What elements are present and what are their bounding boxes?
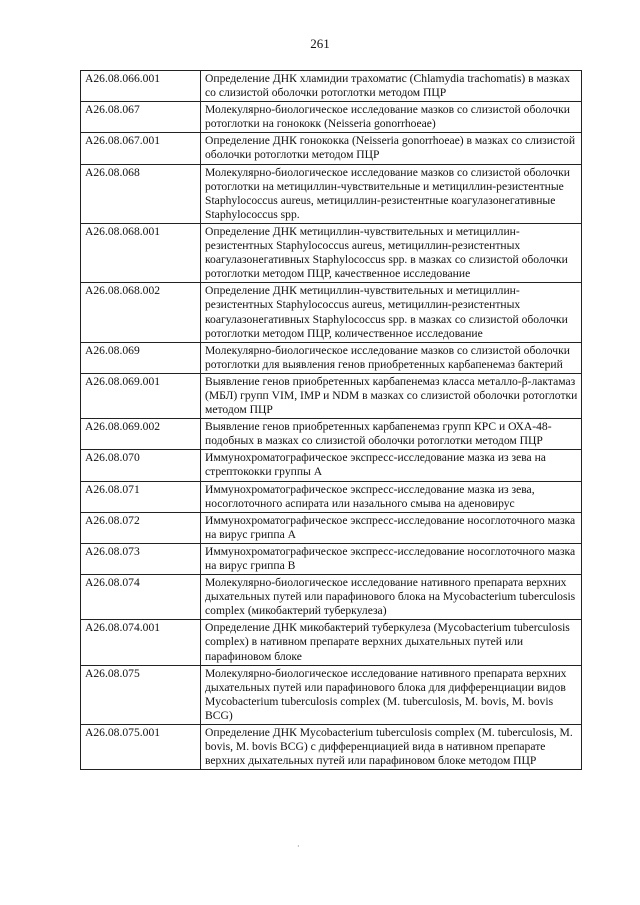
service-description: Молекулярно-биологическое исследование мазков со слизистой оболочки ротоглотки для выявления генов приобретенных карбапенемаз бактерий (201, 342, 582, 373)
service-code: A26.08.068.001 (81, 223, 201, 282)
table-row (81, 342, 582, 373)
service-description: Определение ДНК Mycobacterium tuberculosis complex (M. tuberculosis, M. bovis, M. bovis BCG) с дифференциацией вида в нативном препарате верхних дыхательных путей или парафиновом блоке методом ПЦР (201, 725, 582, 770)
table-row (81, 373, 582, 418)
service-code: A26.08.074 (81, 575, 201, 620)
service-description: Иммунохроматографическое экспресс-исследование носоглоточного мазка на вирус гриппа В (201, 543, 582, 574)
service-description: Определение ДНК гонококка (Neisseria gonorrhoeae) в мазках со слизистой оболочки ротоглотки методом ПЦР (201, 133, 582, 164)
service-code: A26.08.073 (81, 543, 201, 574)
service-description: Выявление генов приобретенных карбапенемаз класса металло-β-лактамаз (МБЛ) групп VIM, IMP и NDM в мазках со слизистой оболочки ротоглотки методом ПЦР (201, 373, 582, 418)
table-row (81, 102, 582, 133)
service-description: Молекулярно-биологическое исследование мазков со слизистой оболочки ротоглотки на гонококк (Neisseria gonorrhoeae) (201, 102, 582, 133)
table-row (81, 223, 582, 282)
service-code: A26.08.069 (81, 342, 201, 373)
table-row (81, 71, 582, 102)
service-code: A26.08.069.001 (81, 373, 201, 418)
service-description: Иммунохроматографическое экспресс-исследование носоглоточного мазка на вирус гриппа А (201, 512, 582, 543)
service-description: Выявление генов приобретенных карбапенемаз групп КРС и ОХА-48-подобных в мазках со слизистой оболочки ротоглотки методом ПЦР (201, 419, 582, 450)
table-row (81, 512, 582, 543)
scan-mark: · (297, 842, 300, 851)
table-row (81, 283, 582, 342)
service-description: Определение ДНК микобактерий туберкулеза (Mycobacterium tuberculosis complex) в нативном препарате верхних дыхательных путей или парафиновом блоке (201, 620, 582, 665)
service-description: Иммунохроматографическое экспресс-исследование мазка из зева на стрептококки группы А (201, 450, 582, 481)
table-row (81, 450, 582, 481)
service-code: A26.08.069.002 (81, 419, 201, 450)
service-code: A26.08.075.001 (81, 725, 201, 770)
service-code: A26.08.071 (81, 481, 201, 512)
service-code: A26.08.067 (81, 102, 201, 133)
service-code: A26.08.070 (81, 450, 201, 481)
service-code: A26.08.066.001 (81, 71, 201, 102)
page-number: 261 (310, 36, 330, 51)
service-description: Определение ДНК метициллин-чувствительных и метициллин-резистентных Staphylococcus aureus, метициллин-резистентных коагулазонегативных Staphylococcus spp. в мазках со слизистой оболочки ротоглотки методом ПЦР, качественное исследование (201, 223, 582, 282)
service-description: Молекулярно-биологическое исследование нативного препарата верхних дыхательных путей или парафинового блока на Mycobacterium tuberculosis complex (микобактерий туберкулеза) (201, 575, 582, 620)
table-row (81, 419, 582, 450)
service-code: A26.08.072 (81, 512, 201, 543)
service-description: Определение ДНК метициллин-чувствительных и метициллин-резистентных Staphylococcus aureus, метициллин-резистентных коагулазонегативных Staphylococcus spp. в мазках со слизистой оболочки ротоглотки методом ПЦР, количественное исследование (201, 283, 582, 342)
table-row (81, 543, 582, 574)
table-row (81, 164, 582, 223)
service-description: Определение ДНК хламидии трахоматис (Chlamydia trachomatis) в мазках со слизистой оболочки ротоглотки методом ПЦР (201, 71, 582, 102)
service-code: A26.08.075 (81, 665, 201, 724)
table-body (81, 71, 582, 770)
service-code: A26.08.067.001 (81, 133, 201, 164)
service-description: Молекулярно-биологическое исследование нативного препарата верхних дыхательных путей или парафинового блока для дифференциации видов Mycobacterium tuberculosis complex (M. tuberculosis, M. bovis, M. bovis BCG) (201, 665, 582, 724)
table-row (81, 575, 582, 620)
table-row (81, 725, 582, 770)
service-code: A26.08.068 (81, 164, 201, 223)
service-codes-table (80, 70, 582, 770)
table-row (81, 133, 582, 164)
service-description: Иммунохроматографическое экспресс-исследование мазка из зева, носоглоточного аспирата или назального смыва на аденовирус (201, 481, 582, 512)
table-row (81, 481, 582, 512)
service-description: Молекулярно-биологическое исследование мазков со слизистой оболочки ротоглотки на метициллин-чувствительные и метициллин-резистентные Staphylococcus aureus, метициллин-резистентные коагулазонегативные Staphylococcus spp. (201, 164, 582, 223)
table-row (81, 665, 582, 724)
service-code: A26.08.068.002 (81, 283, 201, 342)
service-code: A26.08.074.001 (81, 620, 201, 665)
table-row (81, 620, 582, 665)
